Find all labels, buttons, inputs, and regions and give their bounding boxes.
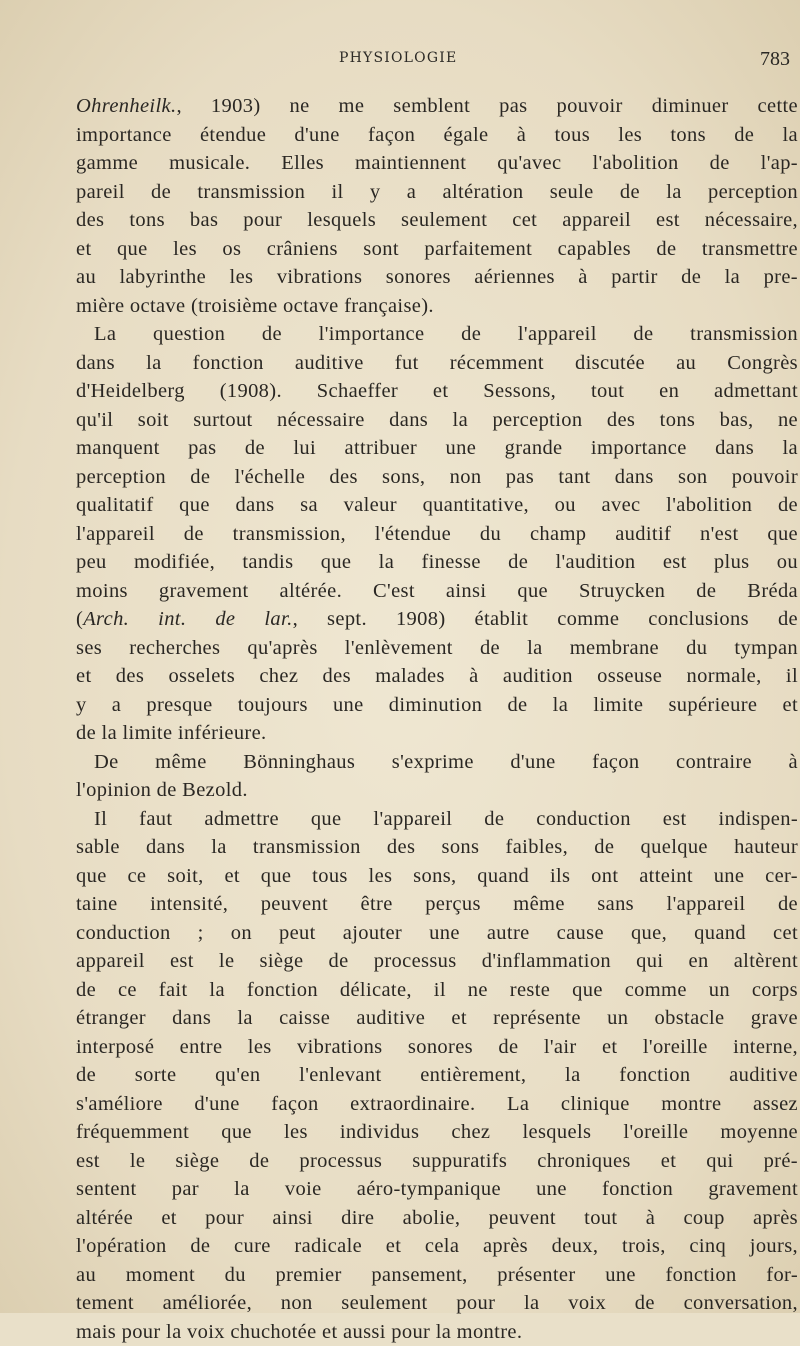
text-line [76, 320, 798, 349]
text-line [76, 1261, 798, 1290]
text-segment: ses recherches qu'après l'enlèvement de la membrane du tympan [76, 637, 798, 659]
text-segment: Il faut admettre que l'appareil de conduction est indispen- [94, 808, 798, 830]
text-segment: d'Heidelberg (1908). Schaeffer et Sessons, tout en admettant [76, 380, 798, 402]
text-segment: mière octave (troisième octave française). [76, 295, 434, 317]
text-segment: dans la fonction auditive fut récemment discutée au Congrès [76, 352, 798, 374]
text-segment: y a presque toujours une diminution de la limite supérieure et [76, 694, 798, 716]
text-line [76, 634, 798, 663]
text-segment: fréquemment que les individus chez lesquels l'oreille moyenne [76, 1121, 798, 1143]
text-line [76, 235, 798, 264]
running-title: PHYSIOLOGIE [339, 50, 457, 66]
text-line [76, 548, 798, 577]
text-segment: des tons bas pour lesquels seulement cet appareil est nécessaire, [76, 209, 798, 231]
text-segment: importance étendue d'une façon égale à tous les tons de la [76, 124, 798, 146]
text-segment: De même Bönninghaus s'exprime d'une façon contraire à [94, 751, 798, 773]
text-line [76, 1090, 798, 1119]
text-segment: manquent pas de lui attribuer une grande importance dans la [76, 437, 798, 459]
text-segment: interposé entre les vibrations sonores de l'air et l'oreille interne, [76, 1036, 798, 1058]
text-segment: , 1903) ne me semblent pas pouvoir diminuer cette [176, 95, 798, 117]
text-segment: appareil est le siège de processus d'inflammation qui en altèrent [76, 950, 798, 972]
text-segment: l'appareil de transmission, l'étendue du champ auditif n'est que [76, 523, 798, 545]
italic-text-segment: Ohrenheilk. [76, 95, 176, 117]
text-segment: étranger dans la caisse auditive et représente un obstacle grave [76, 1007, 798, 1029]
page-number: 783 [760, 48, 790, 71]
text-line [76, 491, 798, 520]
text-line [76, 862, 798, 891]
text-segment: peu modifiée, tandis que la finesse de l'audition est plus ou [76, 551, 798, 573]
text-line [76, 149, 798, 178]
text-line [76, 292, 798, 321]
text-line [76, 520, 798, 549]
text-segment: et que les os crâniens sont parfaitement capables de transmettre [76, 238, 798, 260]
text-line [76, 1004, 798, 1033]
text-segment: au moment du premier pansement, présenter une fonction for- [76, 1264, 798, 1286]
text-segment: de la limite inférieure. [76, 722, 267, 744]
text-line [76, 349, 798, 378]
text-segment: tement améliorée, non seulement pour la voix de conversation, [76, 1292, 798, 1314]
text-segment: de sorte qu'en l'enlevant entièrement, la fonction auditive [76, 1064, 798, 1086]
text-line [76, 805, 798, 834]
text-segment: , sept. 1908) établit comme conclusions de [293, 608, 798, 630]
text-line [76, 121, 798, 150]
text-line [76, 1232, 798, 1261]
text-segment: La question de l'importance de l'appareil de transmission [94, 323, 798, 345]
text-segment: s'améliore d'une façon extraordinaire. La clinique montre assez [76, 1093, 798, 1115]
text-line [76, 1289, 798, 1318]
text-line [76, 406, 798, 435]
text-segment: au labyrinthe les vibrations sonores aériennes à partir de la pre- [76, 266, 798, 288]
text-line [76, 1033, 798, 1062]
text-line [76, 919, 798, 948]
text-line [76, 890, 798, 919]
text-line [76, 1204, 798, 1233]
text-line [76, 947, 798, 976]
text-segment: sable dans la transmission des sons faibles, de quelque hauteur [76, 836, 798, 858]
text-segment: que ce soit, et que tous les sons, quand ils ont atteint une cer- [76, 865, 798, 887]
text-line [76, 92, 798, 121]
text-segment: pareil de transmission il y a altération seule de la perception [76, 181, 798, 203]
text-segment: est le siège de processus suppuratifs chroniques et qui pré- [76, 1150, 798, 1172]
text-line [76, 833, 798, 862]
page-header [72, 48, 796, 76]
text-line [76, 577, 798, 606]
text-line [76, 377, 798, 406]
text-line [76, 263, 798, 292]
text-line [76, 719, 798, 748]
text-segment: taine intensité, peuvent être perçus même sans l'appareil de [76, 893, 798, 915]
text-segment: mais pour la voix chuchotée et aussi pour la montre. [76, 1321, 522, 1343]
text-segment: gamme musicale. Elles maintiennent qu'avec l'abolition de l'ap- [76, 152, 798, 174]
text-line [76, 691, 798, 720]
text-line [76, 605, 798, 634]
text-segment: ( [76, 608, 83, 630]
italic-text-segment: Arch. int. de lar. [83, 608, 292, 630]
text-segment: et des osselets chez des malades à audition osseuse normale, il [76, 665, 798, 687]
text-line [76, 1318, 798, 1346]
text-line [76, 748, 798, 777]
text-segment: perception de l'échelle des sons, non pas tant dans son pouvoir [76, 466, 798, 488]
text-line [76, 1175, 798, 1204]
text-line [76, 463, 798, 492]
text-segment: altérée et pour ainsi dire abolie, peuvent tout à coup après [76, 1207, 798, 1229]
text-line [76, 662, 798, 691]
text-line [76, 178, 798, 207]
text-segment: conduction ; on peut ajouter une autre cause que, quand cet [76, 922, 798, 944]
text-segment: l'opération de cure radicale et cela après deux, trois, cinq jours, [76, 1235, 798, 1257]
text-segment: l'opinion de Bezold. [76, 779, 248, 801]
text-line [76, 206, 798, 235]
text-segment: de ce fait la fonction délicate, il ne reste que comme un corps [76, 979, 798, 1001]
text-line [76, 1061, 798, 1090]
text-segment: moins gravement altérée. C'est ainsi que Struycken de Bréda [76, 580, 798, 602]
text-line [76, 1118, 798, 1147]
text-line [76, 976, 798, 1005]
text-line [76, 434, 798, 463]
text-segment: qualitatif que dans sa valeur quantitative, ou avec l'abolition de [76, 494, 798, 516]
text-segment: sentent par la voie aéro-tympanique une fonction gravement [76, 1178, 798, 1200]
text-segment: qu'il soit surtout nécessaire dans la perception des tons bas, ne [76, 409, 798, 431]
text-line [76, 1147, 798, 1176]
text-line [76, 776, 798, 805]
body-text [76, 92, 798, 1346]
